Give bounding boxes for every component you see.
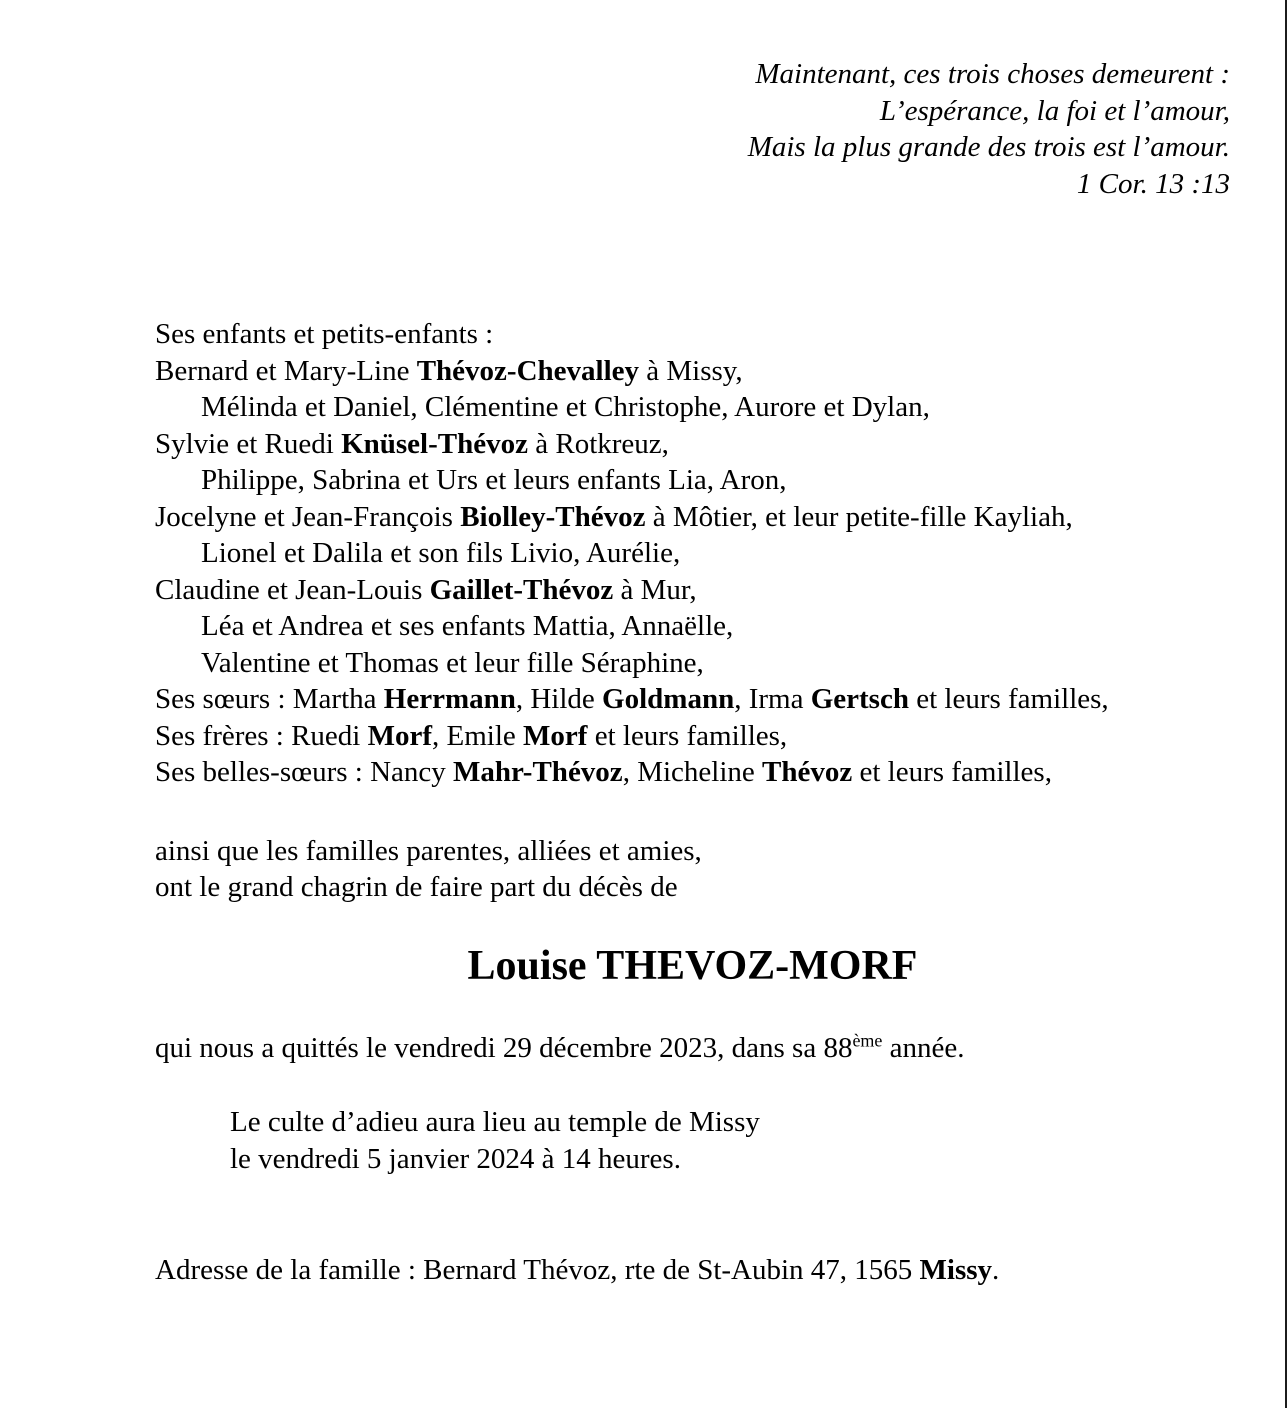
text-segment: Valentine et Thomas et leur fille Séraphine,: [201, 646, 704, 679]
text-segment: à Môtier, et leur petite-fille Kayliah,: [645, 500, 1073, 533]
text-segment: et leurs familles,: [852, 756, 1052, 788]
text-segment: à Mur,: [613, 573, 697, 606]
ordinal-superscript: ème: [852, 1029, 883, 1050]
text-segment: Maintenant, ces trois choses demeurent :: [755, 58, 1230, 90]
text-line: [155, 129, 1230, 166]
text-segment: Lionel et Dalila et son fils Livio, Aurélie,: [201, 537, 681, 569]
text-segment: ainsi que les familles parentes, alliées et amies,: [155, 834, 702, 867]
text-segment: Léa et Andrea et ses enfants Mattia, Annaëlle,: [201, 610, 734, 642]
deceased-name-title: Louise THEVOZ-MORF: [467, 942, 918, 989]
text-segment: Philippe, Sabrina et Urs et leurs enfants Lia, Aron,: [201, 464, 787, 496]
text-line: [155, 56, 1230, 93]
text-line: [155, 754, 1230, 791]
text-segment: 1 Cor. 13 :13: [1076, 167, 1230, 200]
text-line: [155, 1030, 1230, 1067]
document-content: [155, 0, 1230, 1289]
text-segment: Claudine et Jean-Louis: [155, 573, 430, 606]
text-segment: année.: [882, 1031, 965, 1064]
surname-bold-text: Morf: [523, 719, 588, 752]
text-segment: Bernard et Mary-Line: [155, 354, 417, 387]
text-line: [155, 166, 1230, 203]
family-members-list: [155, 316, 1230, 791]
surname-bold-text: Mahr-Thévoz: [453, 756, 623, 788]
text-segment: Ses frères : Ruedi: [155, 719, 368, 752]
bible-verse-epigraph: [155, 0, 1230, 202]
text-segment: ont le grand chagrin de faire part du décès de: [155, 871, 678, 903]
text-segment: , Micheline: [622, 756, 763, 788]
surname-bold-text: Thévoz-Chevalley: [416, 354, 640, 387]
text-segment: Le culte d’adieu aura lieu au temple de Missy: [230, 1106, 760, 1138]
text-segment: Mélinda et Daniel, Clémentine et Christophe, Aurore et Dylan,: [201, 391, 930, 423]
text-segment: , Hilde: [515, 683, 603, 715]
text-segment: à Missy,: [639, 354, 743, 387]
text-line: [155, 426, 1230, 463]
text-segment: Ses belles-sœurs : Nancy: [155, 756, 454, 788]
text-line: [155, 316, 1230, 353]
text-line: [230, 1104, 1230, 1141]
surname-bold-text: Thévoz: [762, 756, 853, 788]
surname-bold-text: Gertsch: [810, 683, 909, 715]
text-segment: et leurs familles,: [908, 683, 1109, 715]
text-segment: .: [992, 1254, 1000, 1286]
text-line: [155, 869, 1230, 906]
text-line: [155, 645, 1230, 682]
surname-bold-text: Knüsel-Thévoz: [341, 427, 528, 460]
text-segment: le vendredi 5 janvier 2024 à 14 heures.: [230, 1142, 681, 1175]
announcement-closing-lines: [155, 833, 1230, 906]
death-date-line: [155, 1030, 1230, 1067]
funeral-service-details: [155, 1104, 1230, 1177]
text-line: [155, 499, 1230, 536]
text-segment: Mais la plus grande des trois est l’amour.: [747, 131, 1230, 163]
text-line: [155, 572, 1230, 609]
scan-edge-line: [1285, 0, 1287, 1408]
surname-bold-text: Gaillet-Thévoz: [429, 573, 614, 606]
text-segment: , Emile: [432, 719, 524, 752]
text-segment: Ses sœurs : Martha: [155, 683, 384, 715]
text-line: [155, 608, 1230, 645]
surname-bold-text: Missy: [919, 1254, 993, 1286]
text-segment: qui nous a quittés le vendredi 29 décembre 2023, dans sa 88: [155, 1031, 853, 1064]
text-segment: Sylvie et Ruedi: [155, 427, 342, 460]
text-line: [155, 462, 1230, 499]
surname-bold-text: Morf: [367, 719, 433, 752]
text-line: [155, 389, 1230, 426]
text-segment: à Rotkreuz,: [527, 427, 669, 460]
family-address-line: [155, 1252, 1230, 1289]
text-line: [155, 833, 1230, 870]
text-line: [155, 718, 1230, 755]
text-line: [155, 535, 1230, 572]
text-line: [155, 93, 1230, 130]
surname-bold-text: Goldmann: [602, 683, 735, 715]
text-line: [230, 1141, 1230, 1178]
surname-bold-text: Herrmann: [383, 683, 516, 715]
text-line: [155, 1252, 1230, 1289]
text-segment: Ses enfants et petits-enfants :: [155, 318, 494, 350]
surname-bold-text: Biolley-Thévoz: [460, 500, 646, 533]
text-segment: L’espérance, la foi et l’amour,: [879, 94, 1230, 127]
text-line: [155, 681, 1230, 718]
text-segment: et leurs familles,: [587, 719, 788, 752]
text-segment: , Irma: [734, 683, 811, 715]
text-segment: Jocelyne et Jean-François: [155, 500, 461, 533]
text-line: [155, 353, 1230, 390]
text-segment: Adresse de la famille : Bernard Thévoz, rte de St-Aubin 47, 1565: [155, 1254, 920, 1286]
